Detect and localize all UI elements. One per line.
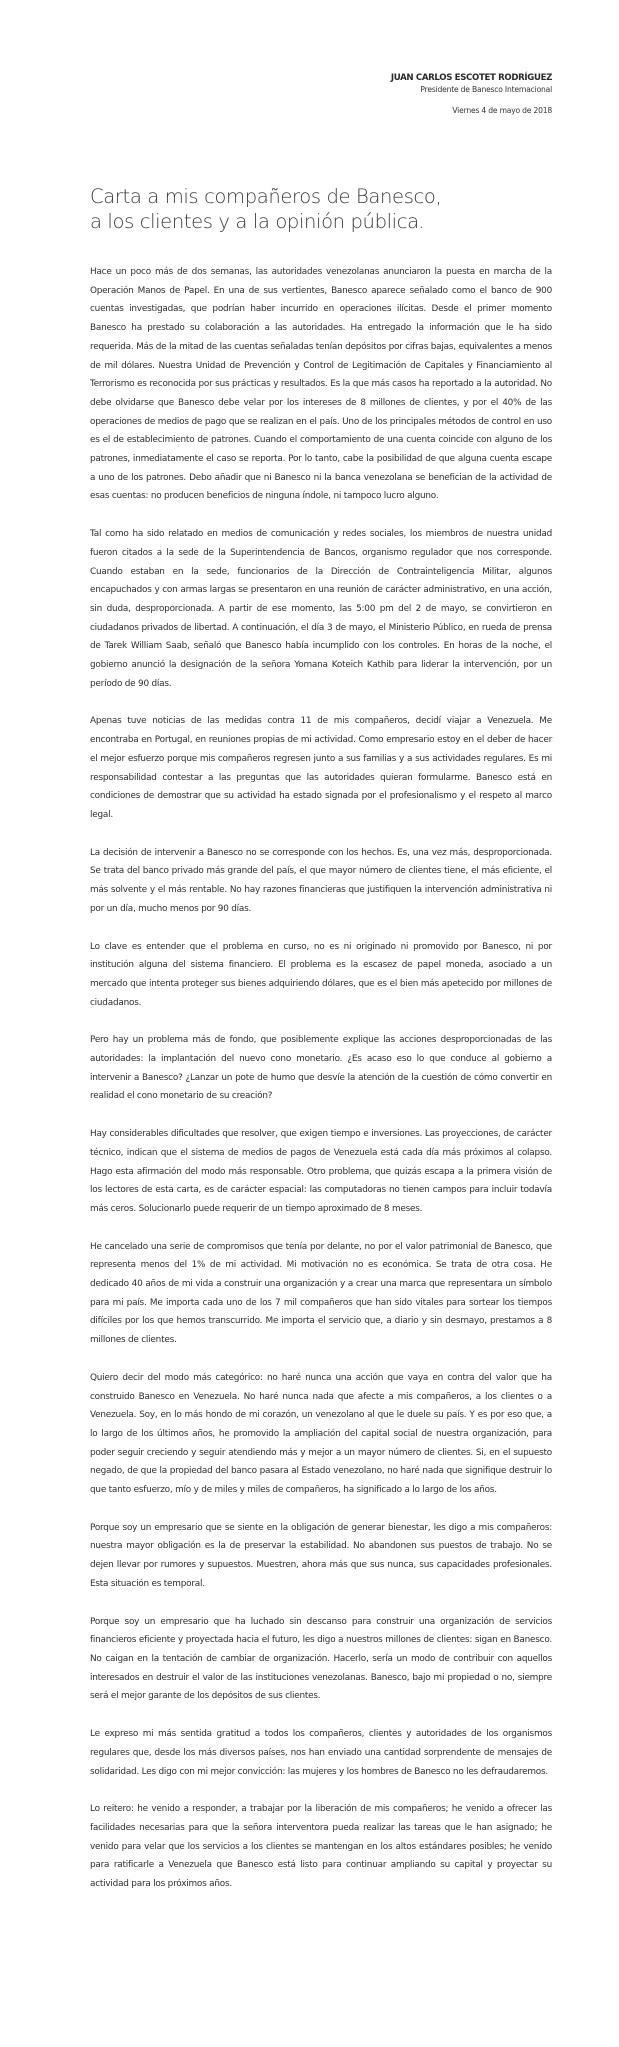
letter-body xyxy=(90,263,552,1913)
letter-date: Viernes 4 de mayo de 2018 xyxy=(452,106,552,115)
letter-header xyxy=(391,72,552,116)
paragraph: La decisión de intervenir a Banesco no se corresponde con los hechos. Es, una vez más, desproporcionada. Se trata del banco privado más grande del país, el que mayor número de clientes tiene, el más eficiente, el más solvente y el más rentable. No hay razones financieras que justifiquen la intervención administrativa ni por un día, mucho menos por 90 días. xyxy=(90,847,552,914)
author-role: Presidente de Banesco Internacional xyxy=(420,85,552,94)
paragraph: Hay considerables dificultades que resolver, que exigen tiempo e inversiones. Las proyecciones, de carácter técnico, indican que el sistema de medios de pagos de Venezuela está cada día más próximos al colapso. Hago esta afirmación del modo más responsable. Otro problema, que quizás escapa a la primera visión de los lectores de esta carta, es de carácter espacial: las computadoras no tienen campos para incluir todavía más ceros. Solucionarlo puede requerir de un tiempo aproximado de 8 meses. xyxy=(90,1129,552,1214)
paragraph: Porque soy un empresario que se siente en la obligación de generar bienestar, les digo a mis compañeros: nuestra mayor obligación es la de preservar la estabilidad. No abandonen sus puestos de trabajo. No se dejen llevar por rumores y supuestos. Muestren, ahora más que sus nunca, sus capacidades profesionales. Esta situación es temporal. xyxy=(90,1522,552,1589)
letter-title-line-1: Carta a mis compañeros de Banesco, xyxy=(90,185,442,208)
paragraph: Tal como ha sido relatado en medios de comunicación y redes sociales, los miembros de nuestra unidad fueron citados a la sede de la Superintendencia de Bancos, organismo regulador que nos corresponde. Cuando estaban en la sede, funcionarios de la Dirección de Contrainteligencia Militar, algunos encapuchados y con armas largas se presentaron en una reunión de carácter administrativo, en una acción, sin duda, desproporcionada. A partir de ese momento, las 5:00 pm del 2 de mayo, se convirtieron en ciudadanos privados de libertad. A continuación, el día 3 de mayo, el Ministerio Público, en rueda de prensa de Tarek William Saab, señaló que Banesco había incumplido con los controles. En horas de la noche, el gobierno anunció la designación de la señora Yomana Koteich Kathib para liderar la intervención, por un período de 90 días. xyxy=(90,529,552,689)
paragraph: Lo clave es entender que el problema en curso, no es ni originado ni promovido por Banesco, ni por institución alguna del sistema financiero. El problema es la escasez de papel moneda, asociado a un mercado que intenta proteger sus bienes adquiriendo dólares, que es el bien más apetecido por millones de ciudadanos. xyxy=(90,941,552,1008)
paragraph: He cancelado una serie de compromisos que tenía por delante, no por el valor patrimonial de Banesco, que representa menos del 1% de mi actividad. Mi motivación no es económica. Se trata de otra cosa. He dedicado 40 años de mi vida a construir una organización y a crear una marca que representara un símbolo para mi país. Me importa cada uno de los 7 mil compañeros que han sido vitales para sortear los tiempos difíciles por los que hemos transcurrido. Me importa el servicio que, a diario y sin desmayo, prestamos a 8 millones de clientes. xyxy=(90,1241,552,1346)
paragraph: Hace un poco más de dos semanas, las autoridades venezolanas anunciaron la puesta en marcha de la Operación Manos de Papel. En una de sus vertientes, Banesco aparece señalado como el banco de 900 cuentas investigadas, que podrían haber incurrido en operaciones ilícitas. Desde el primer momento Banesco ha prestado su colaboración a las autoridades. Ha entregado la información que le ha sido requerida. Más de la mitad de las cuentas señaladas tenían depósitos por cifras bajas, equivalentes a menos de mil dólares. Nuestra Unidad de Prevención y Control de Legitimación de Capitales y Financiamiento al Terrorismo es reconocida por sus prácticas y resultados. Es la que más casos ha reportado a la autoridad. No debe olvidarse que Banesco debe velar por los intereses de 8 millones de clientes, y por el 40% de las operaciones de medios de pago que se realizan en el país. Uno de los principales métodos de control en uso es el de establecimiento de patrones. Cuando el comportamiento de una cuenta coincide con alguno de los patrones, inmediatamente el caso se reporta. Por lo tanto, cabe la posibilidad de que alguna cuenta escape a uno de los patrones. Debo añadir que ni Banesco ni la banca venezolana se benefician de la actividad de esas cuentas: no producen beneficios de ninguna índole, ni tampoco lucro alguno. xyxy=(90,267,552,502)
paragraph: Porque soy un empresario que ha luchado sin descanso para construir una organización de servicios financieros eficiente y proyectada hacia el futuro, les digo a nuestros millones de clientes: sigan en Banesco. No caigan en la tentación de cambiar de organización. Hacerlo, sería un modo de contribuir con aquellos interesados en destruir el valor de las instituciones venezolanas. Banesco, bajo mi propiedad o no, siempre será el mejor garante de los depósitos de sus clientes. xyxy=(90,1616,552,1702)
paragraph: Apenas tuve noticias de las medidas contra 11 de mis compañeros, decidí viajar a Venezuela. Me encontraba en Portugal, en reuniones propias de mi actividad. Como empresario estoy en el deber de hacer el mejor esfuerzo porque mis compañeros regresen junto a sus familias y a sus actividades regulares. Es mi responsabilidad contestar a las preguntas que las autoridades quieran formularme. Banesco está en condiciones de demostrar que su actividad ha estado signada por el profesionalismo y el respeto al marco legal. xyxy=(90,716,552,820)
paragraph: Pero hay un problema más de fondo, que posiblemente explique las acciones desproporcionadas de las autoridades: la implantación del nuevo cono monetario. ¿Es acaso eso lo que conduce al gobierno a intervenir a Banesco? ¿Lanzar un pote de humo que desvíe la atención de la cuestión de cómo convertir en realidad el cono monetario de su creación? xyxy=(90,1035,552,1102)
paragraph: Lo reitero: he venido a responder, a trabajar por la liberación de mis compañeros; he venido a ofrecer las facilidades necesarias para que la señora interventora pueda realizar las tareas que le han asignado; he venido para velar que los servicios a los clientes se mantengan en los altos estándares posibles; he venido para ratificarle a Venezuela que Banesco está listo para continuar ampliando su capital y proyectar su actividad para los próximos años. xyxy=(90,1804,552,1890)
paragraph: Le expreso mi más sentida gratitud a todos los compañeros, clientes y autoridades de los organismos regulares que, desde los más diversos países, nos han enviado una cantidad sorprendente de mensajes de solidaridad. Les digo con mi mejor convicción: las mujeres y los hombres de Banesco no les defraudaremos. xyxy=(90,1729,552,1777)
letter-title-line-2: a los clientes y a la opinión pública. xyxy=(90,210,425,233)
author-name: JUAN CARLOS ESCOTET RODRÍGUEZ xyxy=(390,73,552,83)
letter-title xyxy=(90,184,441,234)
paragraph: Quiero decir del modo más categórico: no haré nunca una acción que vaya en contra del valor que ha construido Banesco en Venezuela. No haré nunca nada que afecte a mis compañeros, a los clientes o a Venezuela. Soy, en lo más hondo de mi corazón, un venezolano al que le duele su país. Y es por eso que, a lo largo de los últimos años, he promovido la ampliación del capital social de nuestra organización, para poder seguir creciendo y seguir atendiendo más y mejor a un mayor número de clientes. Si, en el supuesto negado, de que la propiedad del banco pasara al Estado venezolano, no haré nada que signifique destruir lo que tanto esfuerzo, mío y de miles y miles de compañeros, ha significado a lo largo de los años. xyxy=(90,1372,552,1496)
